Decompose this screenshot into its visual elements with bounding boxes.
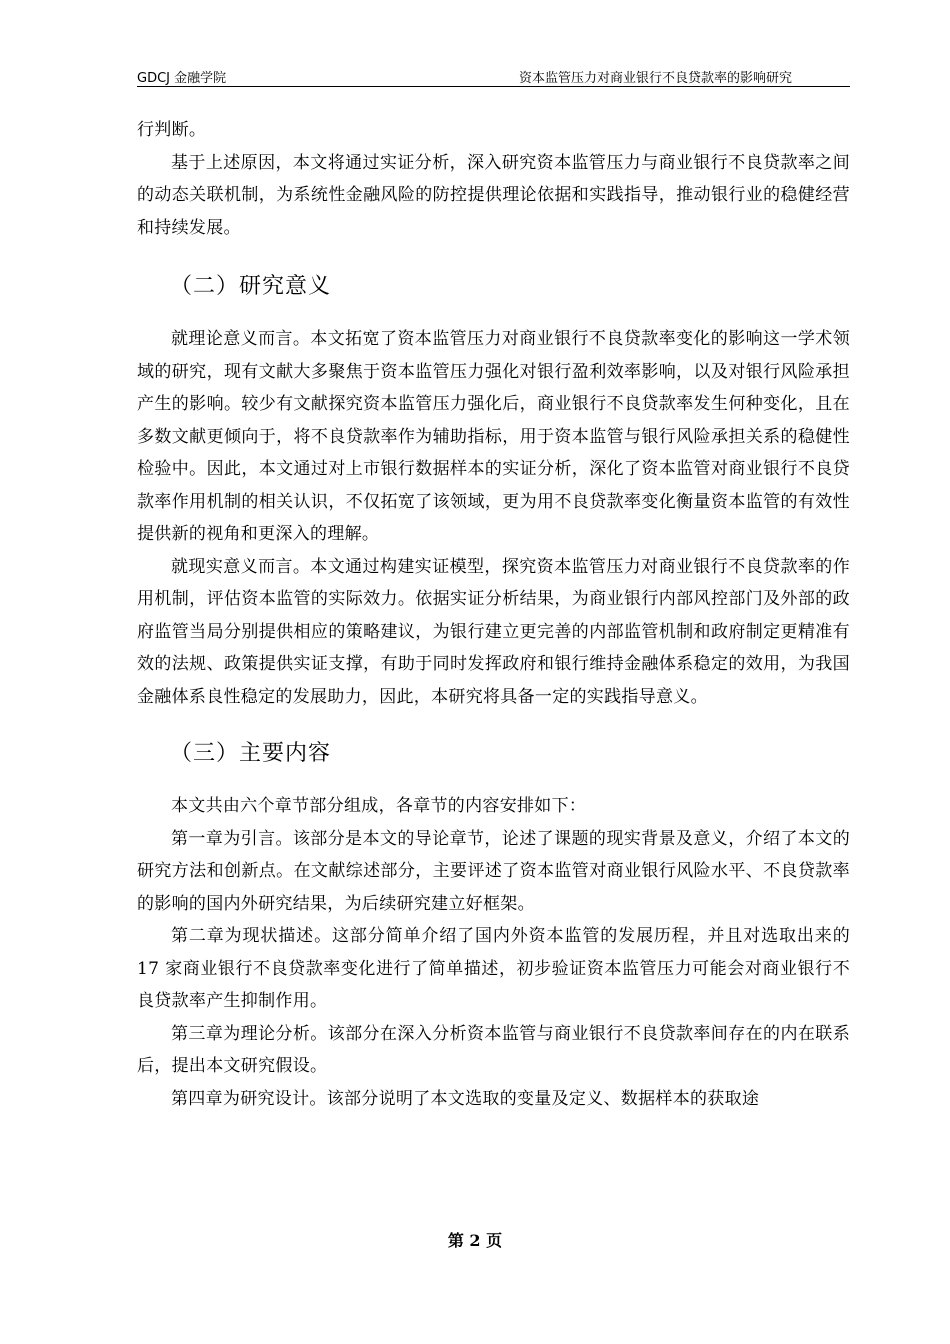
- section-heading-main-content: （三）主要内容: [170, 741, 332, 766]
- paragraph-chapter-1: 第一章为引言。该部分是本文的导论章节，论述了课题的现实背景及意义，介绍了本文的研究方法和创新点。在文献综述部分，主要评述了资本监管对商业银行风险水平、不良贷款率的影响的国内外研究结果，为后续研究建立好框架。: [137, 828, 850, 914]
- header-title: 资本监管压力对商业银行不良贷款率的影响研究: [518, 71, 792, 86]
- paragraph-structure-intro: 本文共由六个章节部分组成，各章节的内容安排如下：: [171, 796, 587, 816]
- paragraph-chapter-2: 第二章为现状描述。这部分简单介绍了国内外资本监管的发展历程，并且对选取出来的 17 家商业银行不良贷款率变化进行了简单描述，初步验证资本监管压力可能会对商业银行不良贷款率产生抑制作用。: [137, 926, 850, 1011]
- paragraph-theoretical-significance: 就理论意义而言。本文拓宽了资本监管压力对商业银行不良贷款率变化的影响这一学术领域的研究，现有文献大多聚焦于资本监管压力强化对银行盈利效率影响，以及对银行风险承担产生的影响。较少有文献探究资本监管压力强化后，商业银行不良贷款率发生何种变化，且在多数文献更倾向于，将不良贷款率作为辅助指标，用于资本监管与银行风险承担关系的稳健性检验中。因此，本文通过对上市银行数据样本的实证分析，深化了资本监管对商业银行不良贷款率作用机制的相关认识，不仅拓宽了该领域，更为用不良贷款率变化衡量资本监管的有效性提供新的视角和更深入的理解。: [137, 329, 850, 544]
- header-rule: [137, 86, 850, 87]
- running-header: [137, 67, 850, 87]
- page-number: 第 2 页: [447, 1231, 503, 1250]
- paragraph-continuation: 行判断。: [137, 120, 207, 140]
- paragraph-chapter-4: 第四章为研究设计。该部分说明了本文选取的变量及定义、数据样本的获取途: [171, 1088, 760, 1109]
- paragraph-practical-significance: 就现实意义而言。本文通过构建实证模型，探究资本监管压力对商业银行不良贷款率的作用机制，评估资本监管的实际效力。依据实证分析结果，为商业银行内部风控部门及外部的政府监管当局分别提供相应的策略建议，为银行建立更完善的内部监管机制和政府制定更精准有效的法规、政策提供实证支撑，有助于同时发挥政府和银行维持金融体系稳定的效用，为我国金融体系良性稳定的发展助力，因此，本研究将具备一定的实践指导意义。: [137, 556, 850, 707]
- section-heading-significance: （二）研究意义: [170, 274, 332, 299]
- paragraph-background-conclusion: 基于上述原因，本文将通过实证分析，深入研究资本监管压力与商业银行不良贷款率之间的动态关联机制，为系统性金融风险的防控提供理论依据和实践指导，推动银行业的稳健经营和持续发展。: [137, 152, 850, 238]
- paragraph-chapter-3: 第三章为理论分析。该部分在深入分析资本监管与商业银行不良贷款率间存在的内在联系后，提出本文研究假设。: [137, 1023, 850, 1076]
- header-institution: GDCJ 金融学院: [137, 71, 227, 86]
- body-text: [137, 114, 850, 1115]
